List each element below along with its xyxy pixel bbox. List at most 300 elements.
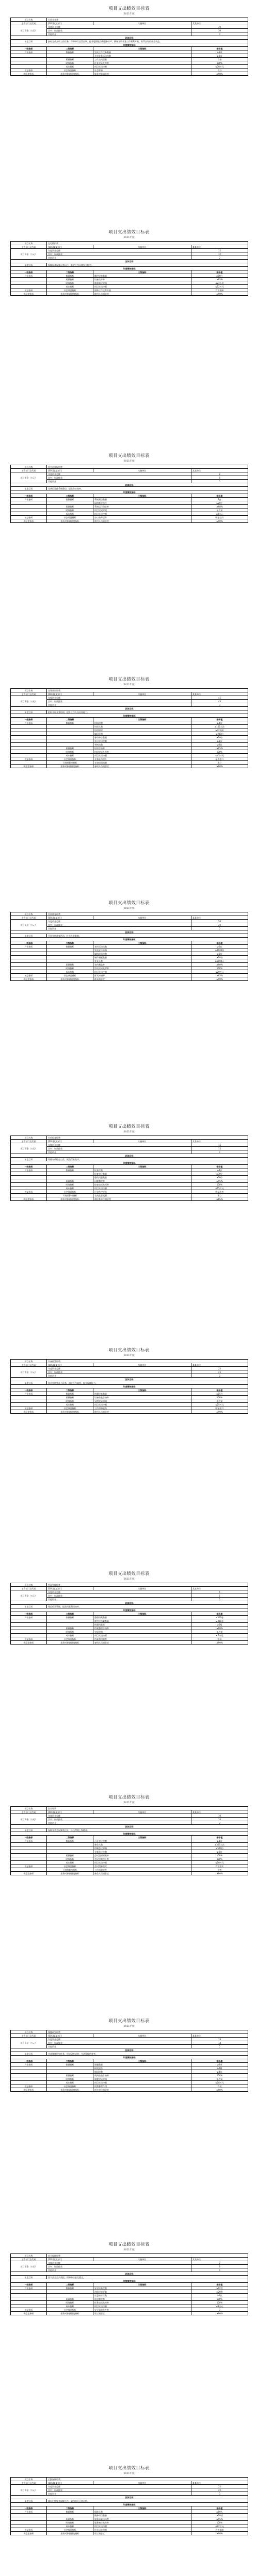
indicator-level2: 成本指标	[47, 1403, 93, 1406]
indicator-level2: 时效指标	[47, 509, 93, 512]
funds-label: 项目资金（万元）	[11, 25, 47, 36]
indicator-value: ≥300卷	[191, 1619, 248, 1623]
indicator-level2: 服务对象满意度指标	[47, 72, 93, 76]
indicator-level1	[11, 1846, 47, 1850]
indicator-value: ≤20万元	[191, 970, 248, 974]
fiscal-funds-label: 其中：财政拨款	[47, 1370, 191, 1374]
indicator-row	[11, 952, 248, 956]
indicator-value: 100%	[191, 1183, 248, 1187]
indicator-level2	[47, 1176, 93, 1179]
indicator-value: ≥2次	[191, 1850, 248, 1854]
indicator-level3: 参会人数	[93, 1843, 191, 1846]
indicator-row	[11, 1190, 248, 1194]
indicator-row	[11, 1626, 248, 1630]
indicator-value: 明显提升	[191, 516, 248, 519]
indicator-level3: 整理档案数量	[93, 1616, 191, 1619]
indicator-level3: 机关运转保障	[93, 2528, 191, 2532]
annual-total-label: 年度资金总额	[47, 25, 191, 29]
level1-header: 一级指标	[11, 1836, 47, 1839]
indicator-value: ≥2项	[191, 2063, 248, 2066]
indicator-level3: 编印资料	[93, 732, 191, 736]
fiscal-funds-value: 20	[191, 923, 248, 927]
indicator-row	[11, 1846, 248, 1850]
indicator-level2	[47, 732, 93, 736]
indicator-value: ≥5组	[191, 1623, 248, 1626]
goal-section-heading: 总体目标	[11, 1154, 248, 1158]
indicator-level3: 项目支出控制	[93, 754, 191, 757]
funds-label: 项目资金（万元）	[11, 1143, 47, 1154]
indicator-level2	[47, 1846, 93, 1850]
form-page	[0, 2012, 258, 2236]
indicator-value: 年底前	[191, 509, 248, 512]
indicator-value: ≥90%	[191, 1410, 248, 1414]
annual-goal-text: 保障各类会议顺利召开，传达贯彻上级精神。	[47, 1828, 248, 1832]
indicator-row	[11, 2308, 248, 2312]
indicator-level2: 成本指标	[47, 754, 93, 757]
funds-label: 项目资金（万元）	[11, 1367, 47, 1378]
annual-total-value: 10	[191, 1814, 248, 1818]
indicator-value: ≥2次	[191, 54, 248, 58]
indicator-level3: 社会影响	[93, 69, 191, 72]
implementer-value: 某某单位	[191, 2034, 248, 2038]
other-funds-label: 其他资金	[47, 1374, 191, 1378]
indicator-row	[11, 50, 248, 54]
indicator-value: 明显提升	[191, 1406, 248, 1410]
indicator-value: ≥98%	[191, 1626, 248, 1630]
indicator-level3: 系统运行稳定率	[93, 505, 191, 509]
implementer-label: 实施单位	[93, 2258, 191, 2261]
indicator-level1	[11, 963, 47, 967]
indicator-level3: 参训单位数量	[93, 736, 191, 739]
document-title: 项目支出绩效目标表	[108, 677, 150, 682]
indicator-level3: 培训次数	[93, 721, 191, 725]
implementer-label: 实施单位	[93, 469, 191, 472]
indicator-level3: 检查次数	[93, 1168, 191, 1172]
indicator-level1	[11, 750, 47, 754]
indicator-value: 0	[191, 2308, 248, 2312]
indicator-row	[11, 281, 248, 285]
project-name-value: 运行维护费	[47, 242, 248, 245]
annual-goal-label: 年度目标	[11, 1605, 47, 1608]
indicator-row	[11, 516, 248, 519]
indicator-value: 有效保障	[191, 289, 248, 292]
indicator-row	[11, 2528, 248, 2532]
indicator-row	[11, 1172, 248, 1176]
form-page	[0, 1789, 258, 2012]
indicator-level2	[47, 948, 93, 952]
indicator-row	[11, 58, 248, 61]
department-label: 主管部门及代码	[11, 2034, 47, 2038]
indicator-level1	[11, 1194, 47, 1197]
goal-table	[10, 241, 248, 296]
indicator-row	[11, 974, 248, 977]
annual-total-value: 12	[191, 249, 248, 252]
indicator-value: ≥90%	[191, 292, 248, 296]
fiscal-funds-label: 其中：财政拨款	[47, 923, 191, 927]
indicator-level2: 质量指标	[47, 58, 93, 61]
indicator-row	[11, 72, 248, 76]
annual-total-label: 年度资金总额	[47, 1814, 191, 1818]
annual-goal-label: 年度目标	[11, 2052, 47, 2056]
indicator-level3: 档案整理合格率	[93, 1626, 191, 1630]
indicator-value: 明显改善	[191, 1190, 248, 1194]
indicator-row	[11, 747, 248, 750]
level1-header: 一级指标	[11, 718, 47, 721]
fiscal-funds-value: 6	[191, 1594, 248, 1598]
annual-total-label: 年度资金总额	[47, 920, 191, 923]
indicator-level1: 满意度指标	[11, 1872, 47, 1875]
implementer-label: 实施单位	[93, 692, 191, 696]
indicator-level1	[11, 58, 47, 61]
indicator-level1	[11, 956, 47, 959]
project-name-value: 设备购置经费	[47, 1360, 248, 1363]
other-funds-value: 0	[191, 703, 248, 707]
indicator-level3: 设备验收合格率	[93, 1396, 191, 1399]
fiscal-funds-label: 其中：财政拨款	[47, 476, 191, 480]
indicator-level1: 满意度指标	[11, 72, 47, 76]
indicator-level1: 效益指标	[11, 516, 47, 519]
indicator-value: 有效	[191, 2084, 248, 2088]
indicator-level1: 满意度指标	[11, 977, 47, 981]
indicator-level1: 满意度指标	[11, 2312, 47, 2315]
indicator-row	[11, 505, 248, 509]
indicator-level2: 质量指标	[47, 747, 93, 750]
indicator-value: 100%	[191, 61, 248, 65]
indicator-row	[11, 725, 248, 728]
project-name-label: 项目名称	[11, 2254, 47, 2258]
other-funds-label: 其他资金	[47, 1821, 191, 1825]
indicator-level1	[11, 1634, 47, 1637]
document-title: 项目支出绩效目标表	[108, 1571, 150, 1577]
indicator-row	[11, 292, 248, 296]
document-title: 项目支出绩效目标表	[108, 901, 150, 906]
annual-goal-text: 组织开展业务培训，提升工作人员业务能力。	[47, 710, 248, 714]
indicator-level2	[47, 2290, 93, 2294]
implementer-label: 实施单位	[93, 2481, 191, 2485]
indicator-row	[11, 2070, 248, 2074]
implementer-value: 某某单位	[191, 1810, 248, 1814]
annual-total-value: 8	[191, 472, 248, 476]
indicator-level2: 可持续影响指标	[47, 1868, 93, 1872]
indicator-level2: 时效指标	[47, 1857, 93, 1861]
department-label: 主管部门及代码	[11, 1810, 47, 1814]
fiscal-funds-value: 45	[191, 700, 248, 703]
project-name-value: 业务培训经费	[47, 689, 248, 692]
indicator-row	[11, 512, 248, 516]
indicator-value: ≤6万元	[191, 1634, 248, 1637]
indicator-level1: 效益指标	[11, 1190, 47, 1194]
goal-table	[10, 912, 248, 981]
other-funds-label: 其他资金	[47, 2045, 191, 2048]
indicator-level2	[47, 2514, 93, 2517]
indicator-level3: 任务完成及时率	[93, 2301, 191, 2304]
indicator-row	[11, 2286, 248, 2290]
indicator-value: ≥90%	[191, 2532, 248, 2535]
level3-header: 三级指标	[93, 1165, 191, 1168]
department-value: [001]某某部门	[47, 2034, 93, 2038]
indicator-level3: 维护设备数量	[93, 274, 191, 278]
other-funds-value: 0	[191, 2045, 248, 2048]
other-funds-label: 其他资金	[47, 256, 191, 260]
goal-section-heading: 总体目标	[11, 1825, 248, 1828]
indicator-level1: 效益指标	[11, 2308, 47, 2312]
other-funds-value: 0	[191, 480, 248, 483]
indicator-level2: 质量指标	[47, 2297, 93, 2301]
indicator-level1: 产出指标	[11, 1168, 47, 1172]
indicator-level2: 时效指标	[47, 281, 93, 285]
indicator-row	[11, 285, 248, 289]
document-title: 项目支出绩效目标表	[108, 2466, 150, 2471]
indicator-row	[11, 1410, 248, 1414]
indicator-level1	[11, 512, 47, 516]
indicator-level1	[11, 1843, 47, 1846]
indicator-level3: 购置设备数量	[93, 1392, 191, 1396]
other-funds-value: 0	[191, 256, 248, 260]
indicator-level3: 网络维护点位	[93, 501, 191, 505]
indicator-row	[11, 2524, 248, 2528]
indicator-row	[11, 1392, 248, 1396]
implementer-label: 实施单位	[93, 245, 191, 249]
indicator-level3: 维修项目数量	[93, 2514, 191, 2517]
indicator-level2	[47, 1623, 93, 1626]
indicator-level3: 制作展板数量	[93, 956, 191, 959]
implementer-value: 某某单位	[191, 469, 248, 472]
goal-table	[10, 18, 248, 76]
indicator-value: 100%	[191, 967, 248, 970]
indicator-row	[11, 743, 248, 747]
document-subtitle: （2021年度）	[121, 2025, 137, 2028]
project-name-label: 项目名称	[11, 1583, 47, 1587]
department-value: [001]某某部门	[47, 245, 93, 249]
indicator-row	[11, 956, 248, 959]
indicator-row	[11, 1396, 248, 1399]
indicator-row	[11, 2077, 248, 2081]
fiscal-funds-value: 25	[191, 1370, 248, 1374]
annual-goal-text: 落实安全生产责任，保障单位安全稳定。	[47, 2276, 248, 2279]
indicator-level3: 设备完好率	[93, 278, 191, 281]
indicator-level3: 业务能力提升	[93, 757, 191, 761]
other-funds-value: 0	[191, 1150, 248, 1154]
indicator-row	[11, 1857, 248, 1861]
indicator-level3: 系统建设数量	[93, 498, 191, 501]
indicator-level1	[11, 54, 47, 58]
department-value: [001]某某部门	[47, 1587, 93, 1590]
document-subtitle: （2021年度）	[121, 13, 137, 15]
indicator-level3: 会议精神落实	[93, 1865, 191, 1868]
indicator-level2	[47, 952, 93, 956]
level3-header: 三级指标	[93, 2059, 191, 2063]
indicator-level3: 项目支出控制	[93, 1403, 191, 1406]
indicator-value: 1套	[191, 498, 248, 501]
funds-label: 项目资金（万元）	[11, 249, 47, 260]
indicator-level1	[11, 732, 47, 736]
indicator-level3: 应急演练次数	[93, 2294, 191, 2297]
indicator-level2: 服务对象满意度指标	[47, 2312, 93, 2315]
annual-total-label: 年度资金总额	[47, 2485, 191, 2488]
indicator-level1	[11, 2297, 47, 2301]
level1-header: 一级指标	[11, 1165, 47, 1168]
indicator-level2: 数量指标	[47, 498, 93, 501]
annual-total-value: 20	[191, 920, 248, 923]
funds-label: 项目资金（万元）	[11, 472, 47, 483]
indicator-level3: 使用人员满意度	[93, 519, 191, 523]
indicator-level2	[47, 2066, 93, 2070]
indicator-level3: 研究报告	[93, 2066, 191, 2070]
indicator-level2: 社会效益指标	[47, 69, 93, 72]
document-subtitle: （2021年度）	[121, 684, 137, 686]
level2-header: 二级指标	[47, 270, 93, 274]
indicator-row	[11, 278, 248, 281]
indicator-level2	[47, 1172, 93, 1176]
indicator-level2: 成本指标	[47, 1861, 93, 1865]
fiscal-funds-label: 其中：财政拨款	[47, 1818, 191, 1821]
indicator-level3: 隐患整改率	[93, 2297, 191, 2301]
indicator-level3: 服务质量达标率	[93, 2517, 191, 2521]
indicator-level2: 成本指标	[47, 65, 93, 69]
indicator-value: 良好	[191, 69, 248, 72]
indicator-level2: 时效指标	[47, 1183, 93, 1187]
level3-header: 三级指标	[93, 270, 191, 274]
indicator-level3: 课题数量	[93, 2063, 191, 2066]
indicator-level1: 满意度指标	[11, 2532, 47, 2535]
indicator-level1	[11, 959, 47, 963]
value-header: 指标值	[191, 941, 248, 945]
indicator-level3: 完成时间	[93, 1630, 191, 1634]
indicator-level3: 长效培训机制	[93, 761, 191, 765]
indicator-level2	[47, 728, 93, 732]
level1-header: 一级指标	[11, 1388, 47, 1392]
indicator-row	[11, 1168, 248, 1172]
indicator-row	[11, 2074, 248, 2077]
indicator-value: 合格	[191, 58, 248, 61]
indicator-level1	[11, 505, 47, 509]
indicator-level2: 时效指标	[47, 2077, 93, 2081]
indicator-level3: 检查单位数量	[93, 1172, 191, 1176]
indicator-row	[11, 54, 248, 58]
indicator-level1	[11, 952, 47, 956]
indicator-level3: 宣传活动次数	[93, 945, 191, 948]
indicator-level3: 受众人数	[93, 959, 191, 963]
indicator-level2: 时效指标	[47, 2521, 93, 2524]
indicator-level3: 媒体报道次数	[93, 952, 191, 956]
fiscal-funds-value: 10	[191, 1818, 248, 1821]
indicator-level2: 成本指标	[47, 1634, 93, 1637]
indicator-level2: 社会效益指标	[47, 2528, 93, 2532]
goal-section-heading: 总体目标	[11, 1378, 248, 1381]
indicator-level3: 长效监管机制	[93, 1194, 191, 1197]
indicator-value: ≤25万元	[191, 1403, 248, 1406]
indicator-level2: 数量指标	[47, 1168, 93, 1172]
indicator-level2: 可持续影响指标	[47, 761, 93, 765]
indicator-level2: 数量指标	[47, 1616, 93, 1619]
value-header: 指标值	[191, 2506, 248, 2510]
indicator-level1	[11, 2074, 47, 2077]
department-value: [001]某某部门	[47, 22, 93, 25]
indicator-level3: 采购完成时间	[93, 1399, 191, 1403]
indicator-row	[11, 1634, 248, 1637]
indicator-value: 显著提升	[191, 757, 248, 761]
document-subtitle: （2021年度）	[121, 2472, 137, 2475]
department-label: 主管部门及代码	[11, 22, 47, 25]
indicator-value: ≤22万元	[191, 2524, 248, 2528]
indicator-level1: 满意度指标	[11, 292, 47, 296]
indicator-value: ≥2篇	[191, 2066, 248, 2070]
indicator-level3: 培训合格率	[93, 747, 191, 750]
indicator-row	[11, 2294, 248, 2297]
indicator-row	[11, 728, 248, 732]
indicator-row	[11, 509, 248, 512]
indicator-level2	[47, 959, 93, 963]
other-funds-value: 0	[191, 927, 248, 930]
indicator-level3: 印制会议材料	[93, 1846, 191, 1850]
indicator-level2: 成本指标	[47, 285, 93, 289]
indicator-level3: 维修响应时间	[93, 281, 191, 285]
project-name-value: 专项业务费	[47, 18, 248, 22]
indicator-value: ≥90%	[191, 765, 248, 768]
indicator-level1	[11, 1861, 47, 1865]
project-name-label: 项目名称	[11, 18, 47, 22]
indicator-level3: 成果验收合格率	[93, 2074, 191, 2077]
other-funds-label: 其他资金	[47, 32, 191, 36]
indicator-row	[11, 2066, 248, 2070]
indicator-value: ≥95%	[191, 2517, 248, 2521]
indicator-level1: 效益指标	[11, 1406, 47, 1410]
funds-label: 项目资金（万元）	[11, 2485, 47, 2496]
indicator-level3: 安全检查次数	[93, 2286, 191, 2290]
indicator-level2: 社会效益指标	[47, 1406, 93, 1410]
department-label: 主管部门及代码	[11, 916, 47, 920]
indicator-level3: 查档人员满意度	[93, 1641, 191, 1645]
indicator-row	[11, 69, 248, 72]
other-funds-value: 0	[191, 1598, 248, 1601]
annual-goal-text: 规范档案管理，提高档案利用效率。	[47, 1605, 248, 1608]
level2-header: 二级指标	[47, 2059, 93, 2063]
implementer-label: 实施单位	[93, 1810, 191, 1814]
indicator-value: ≥95%	[191, 747, 248, 750]
indicator-section-heading: 年度绩效指标	[11, 1161, 248, 1165]
indicator-level1: 满意度指标	[11, 1197, 47, 1201]
annual-total-label: 年度资金总额	[47, 1590, 191, 1594]
other-funds-label: 其他资金	[47, 703, 191, 707]
level1-header: 一级指标	[11, 941, 47, 945]
indicator-level3: 职工满意度	[93, 2312, 191, 2315]
indicator-level1: 效益指标	[11, 2528, 47, 2532]
indicator-row	[11, 61, 248, 65]
indicator-level1	[11, 1183, 47, 1187]
indicator-level2: 服务对象满意度指标	[47, 1197, 93, 1201]
fiscal-funds-value: 8	[191, 476, 248, 480]
annual-total-label: 年度资金总额	[47, 249, 191, 252]
indicator-value: ≥30个	[191, 1172, 248, 1176]
indicator-level2: 数量指标	[47, 2510, 93, 2514]
indicator-value: ≥90%	[191, 2312, 248, 2315]
indicator-level3: 培训课时	[93, 728, 191, 732]
indicator-value: ≥20个	[191, 501, 248, 505]
indicator-level1: 效益指标	[11, 1865, 47, 1868]
indicator-row	[11, 2532, 248, 2535]
indicator-level2	[47, 1850, 93, 1854]
indicator-value: 100%	[191, 2301, 248, 2304]
project-name-label: 项目名称	[11, 1807, 47, 1810]
indicator-row	[11, 501, 248, 505]
indicator-value: ≥10块	[191, 956, 248, 959]
implementer-value: 某某单位	[191, 22, 248, 25]
indicator-level2: 质量指标	[47, 963, 93, 967]
indicator-level3: 项目完成时间	[93, 509, 191, 512]
indicator-level3: 服务对象满意度	[93, 72, 191, 76]
indicator-level2: 数量指标	[47, 274, 93, 278]
level1-header: 一级指标	[11, 2506, 47, 2510]
